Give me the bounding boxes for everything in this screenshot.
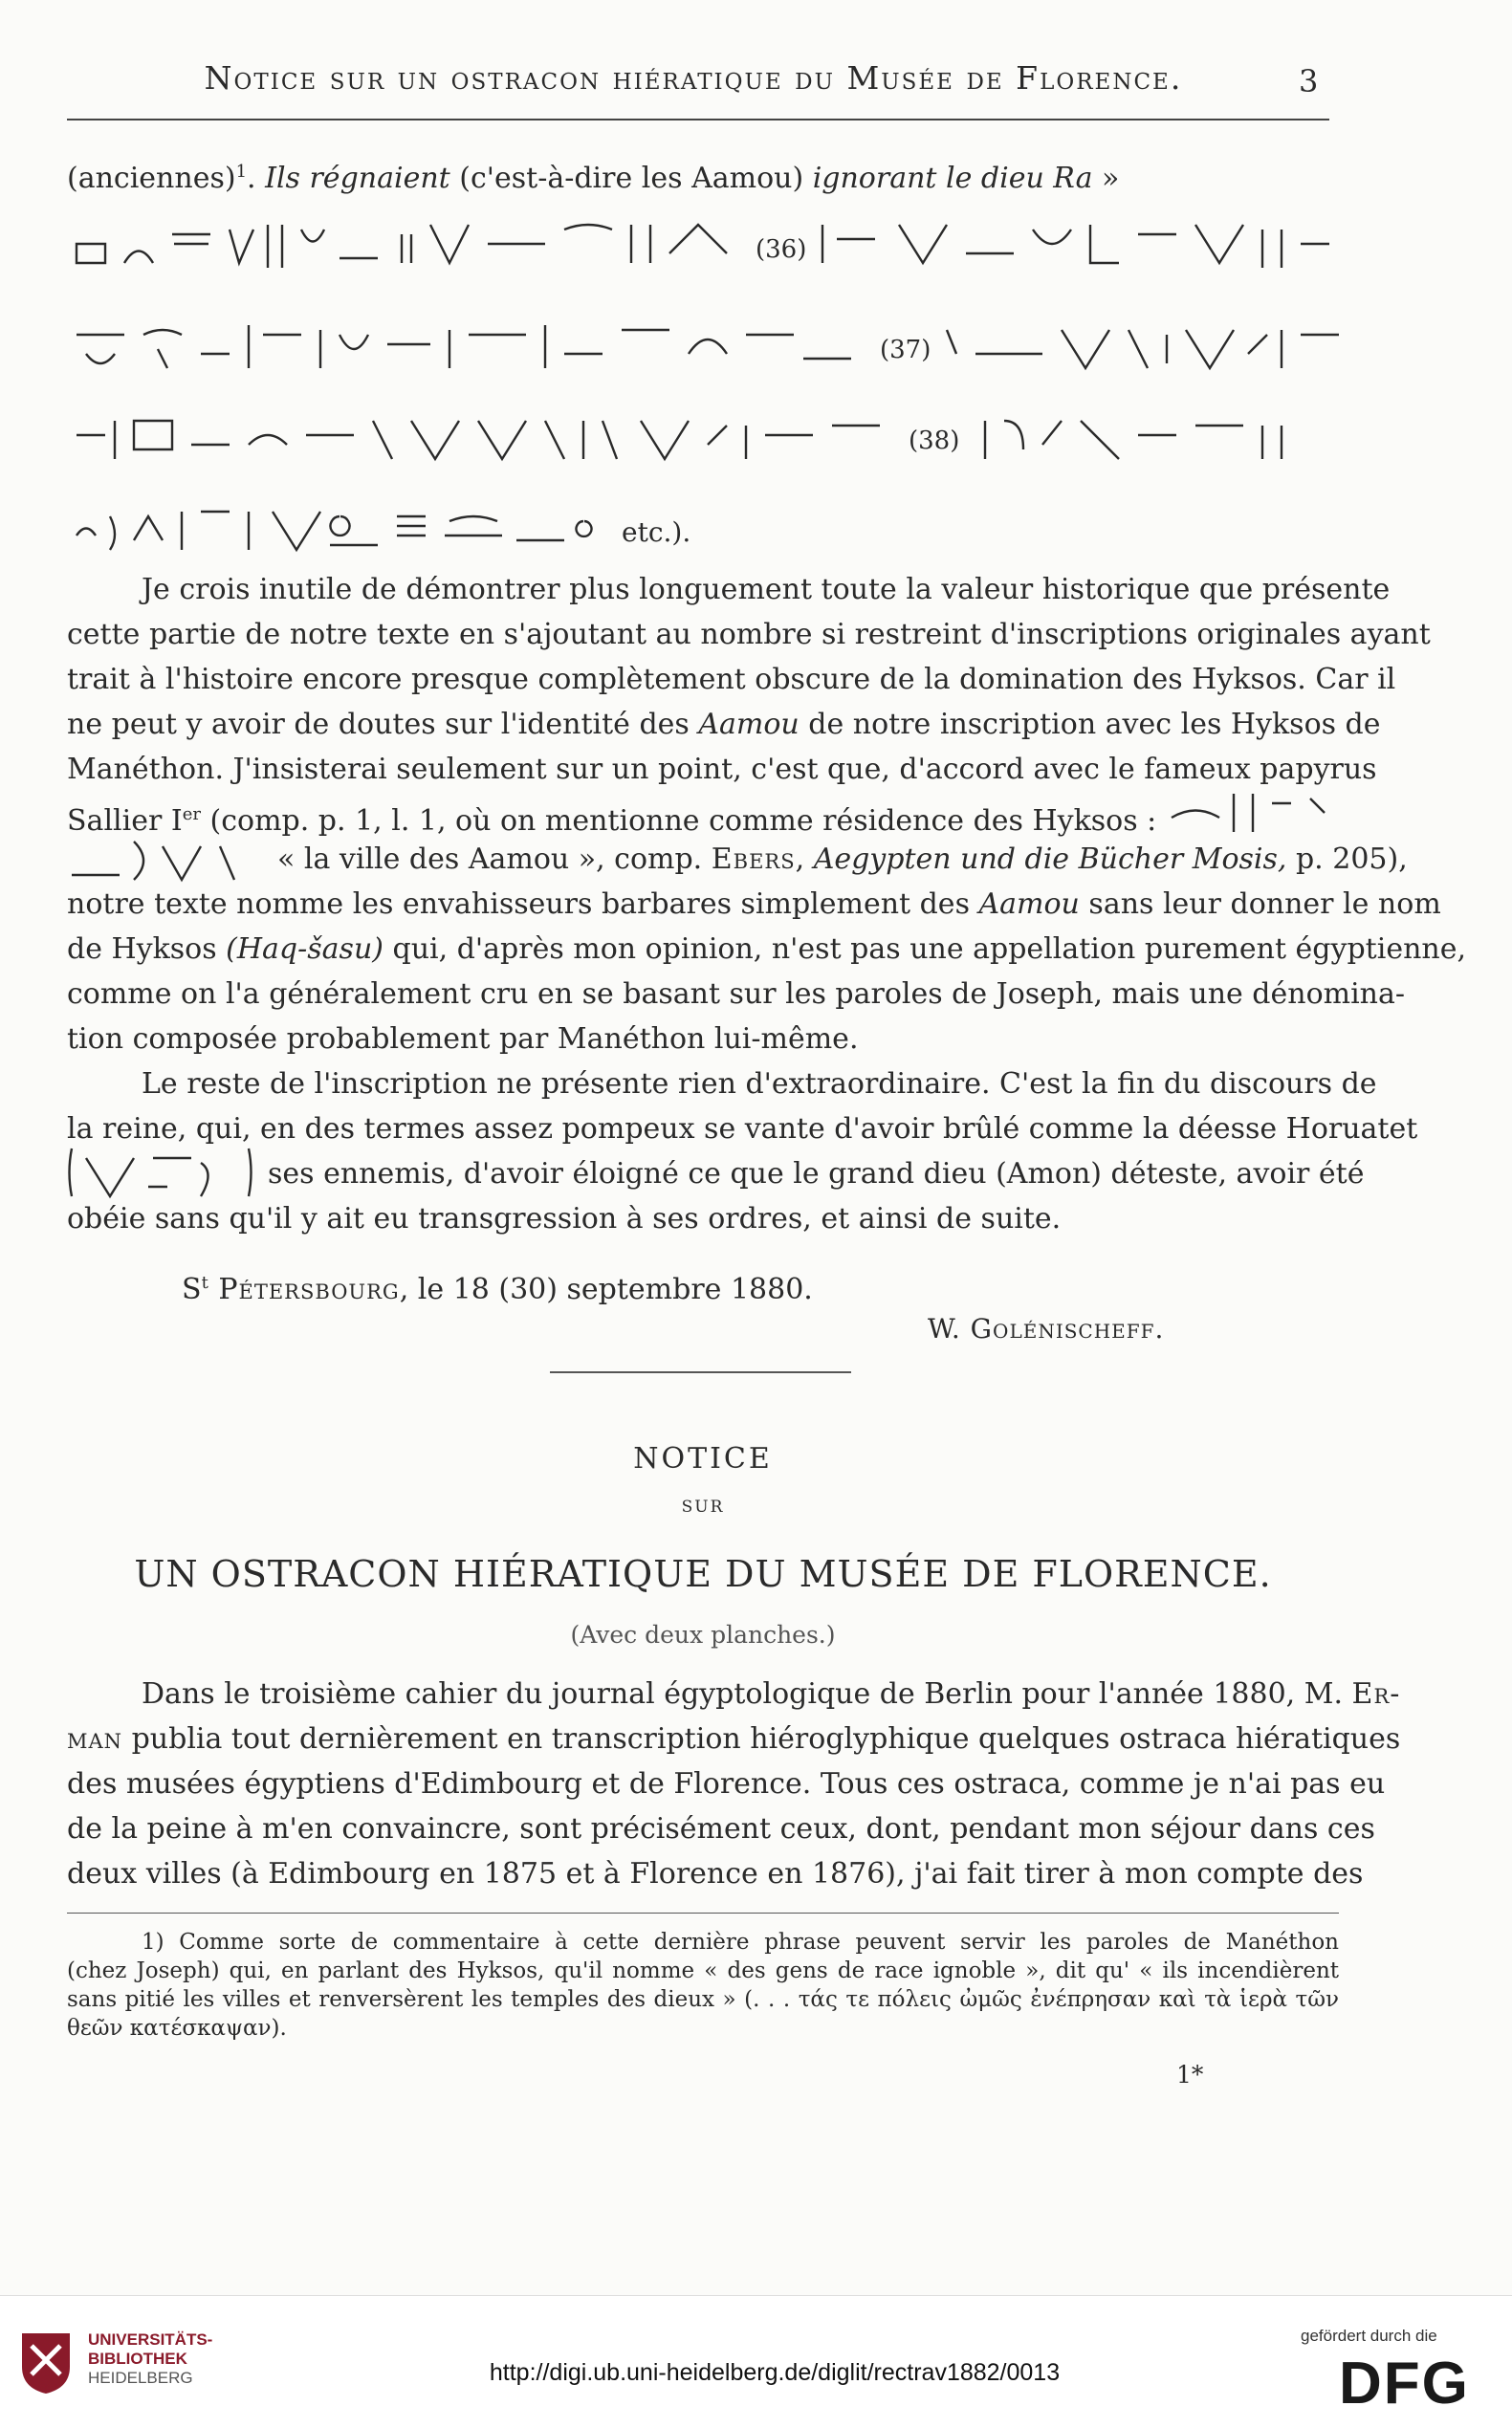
para2-line1: Je crois inutile de démontrer plus longuement toute la valeur historique que présente [142,573,1391,606]
para2-line11: tion composée probablement par Manéthon lui-même. [67,1022,859,1056]
footnote-line4: θεῶν κατέσκαψαν). [67,2016,287,2041]
hieroglyph-row-4 [67,497,689,564]
source-url-link[interactable]: http://digi.ub.uni-heidelberg.de/diglit/rectrav1882/0013 [489,2359,1061,2386]
article-line5: deux villes (à Edimbourg en 1875 et à Florence en 1876), j'ai fait tirer à mon compte des [67,1857,1364,1891]
article-line1: Dans le troisième cahier du journal égyptologique de Berlin pour l'année 1880, M. Er- [142,1677,1401,1711]
header-rule [67,119,1329,120]
para2-line4: ne peut y avoir de doutes sur l'identité des Aamou de notre inscription avec les Hyksos de [67,708,1381,741]
funding-label: gefördert durch die [1301,2327,1437,2345]
para2-line9: de Hyksos (Haq-šasu) qui, d'après mon opinion, n'est pas une appellation purement égyptienne, [67,932,1466,966]
running-title: Notice sur un ostracon hiératique du Musée de Florence. [204,59,1183,97]
hieroglyph-inline-1 [1167,784,1339,842]
section-divider [550,1371,851,1373]
article-subtitle: (Avec deux planches.) [570,1621,836,1649]
hieroglyph-figure [67,215,1339,282]
footnote-rule [67,1913,1339,1914]
para2-line10: comme on l'a généralement cru en se basant sur les paroles de Joseph, mais une dénomina- [67,977,1406,1011]
footnote-line3: sans pitié les villes et renversèrent les temples des dieux » (. . . τάς τε πόλεις ὠμῶς ἐνέπρησαν καὶ τὰ ἱερὰ τῶν [67,1987,1339,2012]
para2-line6: Sallier Ier (comp. p. 1, l. 1, où on mentionne comme résidence des Hyksos : [67,804,1157,838]
glyph-note-37: (37) [880,336,931,364]
footnote-line1: 1) Comme sorte de commentaire à cette dernière phrase peuvent servir les paroles de Manéthon [142,1930,1339,1955]
article-line3: des musées égyptiens d'Edimbourg et de Florence. Tous ces ostraca, comme je n'ai pas eu [67,1767,1386,1801]
hieroglyph-row-1 [67,215,1339,282]
article-line4: de la peine à m'en convaincre, sont précisément ceux, dont, pendant mon séjour dans ces [67,1812,1375,1846]
footnote-line2: (chez Joseph) qui, en parlant des Hyksos, qu'il nomme « des gens de race ignoble », dit qu' « ils incendièrent [67,1958,1339,1983]
hieroglyph-inline-2 [67,832,258,889]
page-number: 3 [1299,63,1319,99]
hieroglyph-row-2 [67,316,1339,383]
para3-line3: ses ennemis, d'avoir éloigné ce que le grand dieu (Amon) déteste, avoir été [268,1157,1365,1191]
glyph-note-36: (36) [756,235,807,264]
hieroglyph-row-3 [67,406,1339,473]
para3-line4: obéie sans qu'il y ait eu transgression à ses ordres, et ainsi de suite. [67,1202,1062,1236]
signature-mark: 1* [1176,2061,1204,2089]
signoff-author: W. Golénischeff. [928,1313,1165,1345]
para2-line7: « la ville des Aamou », comp. Ebers, Aegypten und die Bücher Mosis, p. 205), [277,842,1408,876]
para2-line5: Manéthon. J'insisterai seulement sur un point, c'est que, d'accord avec le fameux papyrus [67,753,1377,786]
para2-line8: notre texte nomme les envahisseurs barbares simplement des Aamou sans leur donner le nom [67,887,1441,921]
para1-line1: (anciennes)$^1$. Ils régnaient (c'est-à-dire les Aamou) ignorant le dieu Ra » [67,162,1120,195]
para3-line1: Le reste de l'inscription ne présente rien d'extraordinaire. C'est la fin du discours de [142,1067,1377,1101]
glyph-note-38: (38) [909,427,960,455]
para2-line2: cette partie de notre texte en s'ajoutant au nombre si restreint d'inscriptions originales ayant [67,618,1431,651]
signoff-place-date: $S^t$ Pétersbourg, le 18 (30) septembre 1880. [182,1273,813,1306]
dfg-logo: DFG [1339,2351,1470,2417]
para3-line2: la reine, qui, en des termes assez pompeux se vante d'avoir brûlé comme la déesse Horuatet [67,1112,1418,1146]
digitization-footer [0,2295,1512,2428]
article-notice-label: NOTICE [633,1442,773,1476]
article-title: UN OSTRACON HIÉRATIQUE DU MUSÉE DE FLORENCE. [134,1553,1272,1595]
para2-line3: trait à l'histoire encore presque complètement obscure de la domination des Hyksos. Car il [67,663,1396,696]
article-sur-label: SUR [681,1498,725,1517]
university-name: UNIVERSITÄTS- BIBLIOTHEK HEIDELBERG [88,2330,213,2387]
etc-text: etc.). [622,516,689,548]
article-line2: man publia tout dernièrement en transcription hiéroglyphique quelques ostraca hiératiques [67,1722,1401,1756]
hieroglyph-inline-3 [67,1144,258,1203]
university-logo-icon [17,2329,75,2395]
